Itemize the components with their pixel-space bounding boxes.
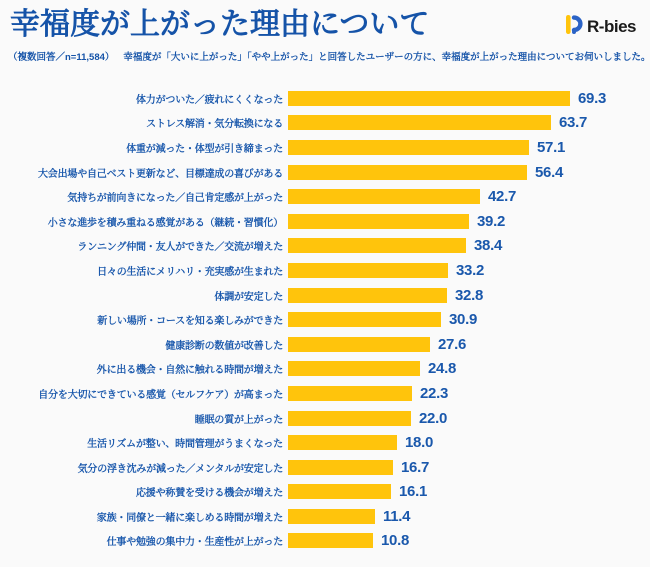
category-label: 気分の浮き沈みが減った／メンタルが安定した [77,463,283,475]
chart-row [0,406,650,431]
value-bar [288,115,551,130]
category-label: ランニング仲間・友人ができた／交流が増えた [77,242,283,254]
value-bar [288,189,480,204]
value-label: 10.8 [381,532,409,550]
value-bar [288,386,412,401]
category-label: 家族・同僚と一緒に楽しめる時間が増えた [96,512,283,524]
rbies-logo-icon [565,13,584,41]
value-label: 32.8 [455,286,483,304]
chart-row [0,86,650,111]
value-bar [288,312,441,327]
bar-chart [0,86,650,553]
value-bar [288,91,570,106]
chart-row [0,283,650,308]
value-label: 22.3 [420,384,448,402]
value-label: 42.7 [488,188,516,206]
value-label: 56.4 [535,163,563,181]
value-label: 57.1 [537,138,565,156]
chart-row [0,529,650,554]
value-label: 33.2 [456,261,484,279]
value-label: 11.4 [383,507,411,525]
value-bar [288,238,466,253]
value-bar [288,165,527,180]
value-bar [288,263,448,278]
chart-row [0,357,650,382]
value-bar [288,460,393,475]
value-label: 22.0 [419,409,447,427]
survey-note [8,49,650,63]
header [10,8,640,43]
category-label: 仕事や勉強の集中力・生産性が上がった [106,537,283,549]
category-label: 健康診断の数値が改善した [165,340,283,352]
value-bar [288,288,447,303]
value-label: 38.4 [474,237,502,255]
chart-row [0,307,650,332]
category-label: 体重が減った・体型が引き締まった [126,143,283,155]
value-bar [288,533,373,548]
value-bar [288,361,420,376]
category-label: 小さな進歩を積み重ねる感覚がある（継続・習慣化） [47,217,283,229]
chart-row [0,381,650,406]
chart-row [0,184,650,209]
category-label: 外に出る機会・自然に触れる時間が増えた [96,365,283,377]
category-label: 日々の生活にメリハリ・充実感が生まれた [97,266,283,278]
value-label: 16.1 [399,483,427,501]
value-label: 16.7 [401,458,429,476]
chart-row [0,209,650,234]
value-label: 27.6 [438,335,466,353]
category-label: 自分を大切にできている感覚（セルフケア）が高まった [38,389,283,401]
value-label: 39.2 [477,212,505,230]
category-label: 気持ちが前向きになった／自己肯定感が上がった [67,193,283,205]
category-label: 新しい場所・コースを知る楽しみができた [97,316,283,328]
chart-row [0,160,650,185]
chart-row [0,111,650,136]
chart-row [0,480,650,505]
chart-row [0,258,650,283]
value-bar [288,337,430,352]
value-label: 63.7 [559,114,587,132]
value-label: 18.0 [405,434,433,452]
chart-row [0,135,650,160]
category-label: ストレス解消・気分転換になる [146,119,283,131]
page-title: 幸福度が上がった理由について [10,8,430,41]
category-label: 体力がついた／疲れにくくなった [136,94,283,106]
category-label: 体調が安定した [214,291,283,303]
value-bar [288,411,411,426]
category-label: 睡眠の質が上がった [194,414,283,426]
value-bar [288,509,375,524]
value-bar [288,484,391,499]
chart-row [0,430,650,455]
value-label: 24.8 [428,360,456,378]
rbies-logo [565,13,636,41]
value-label: 69.3 [578,89,606,107]
category-label: 応援や称賛を受ける機会が増えた [136,488,283,500]
chart-row [0,234,650,259]
value-bar [288,214,469,229]
chart-row [0,455,650,480]
value-bar [288,140,529,155]
rbies-logo-text: R-bies [587,17,636,36]
category-label: 大会出場や自己ベスト更新など、目標達成の喜びがある [38,168,283,180]
survey-note-main: 幸福度が「大いに上がった」「やや上がった」と回答したユーザーの方に、幸福度が上がった理由についてお伺いしました。 [123,52,650,63]
category-label: 生活リズムが整い、時間管理がうまくなった [87,439,283,451]
value-bar [288,435,397,450]
survey-note-left: （複数回答／n=11,584） [8,52,115,63]
value-label: 30.9 [449,311,477,329]
chart-row [0,332,650,357]
chart-row [0,504,650,529]
